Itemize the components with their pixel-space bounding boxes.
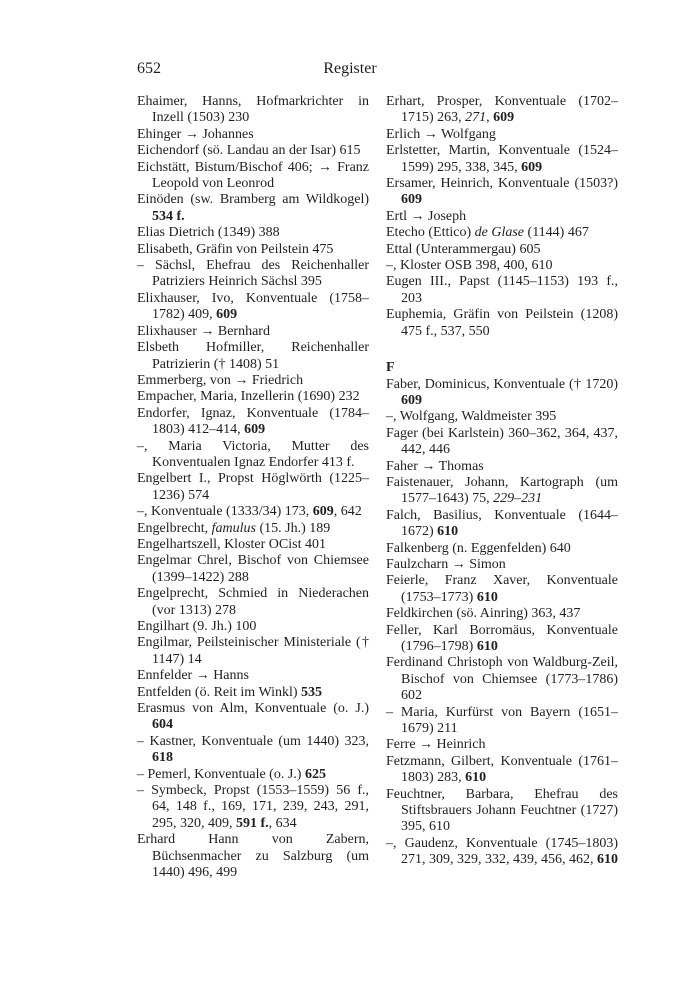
index-entry	[386, 143, 618, 176]
entry-text: Empacher, Maria, Inzellerin (1690) 232	[137, 389, 360, 405]
entry-text: Fetzmann, Gilbert, Konventuale (1761–1803) 283,	[386, 753, 618, 786]
entry-text: Eichendorf (sö. Landau an der Isar) 615	[137, 143, 361, 159]
index-entry	[137, 832, 369, 881]
entry-text: , 642	[333, 504, 362, 520]
entry-text: 609	[521, 159, 543, 175]
index-entry	[386, 573, 618, 606]
index-entry	[386, 836, 618, 869]
index-entry	[137, 701, 369, 734]
index-entry	[137, 504, 369, 520]
entry-text: Engelprecht, Schmied in Niederachen (vor 1313) 278	[137, 586, 369, 618]
index-entry	[137, 192, 369, 225]
index-entry	[386, 508, 618, 541]
index-entry	[386, 754, 618, 787]
section-letter: F	[386, 360, 395, 376]
index-entry	[137, 406, 369, 439]
index-entry	[137, 225, 369, 241]
entry-text: Erhard Hann von Zabern, Büchsenmacher zu Salzburg (um 1440) 496, 499	[137, 832, 369, 881]
entry-text: 534 f.	[152, 208, 185, 224]
index-entry	[386, 258, 618, 274]
entry-text: 535	[301, 684, 323, 700]
entry-text: Engelmar Chrel, Bischof von Chiemsee (1399–1422) 288	[137, 553, 369, 585]
entry-text: de Glase	[474, 225, 525, 241]
entry-text: Falch, Basilius, Konventuale (1644–1672)	[386, 507, 618, 540]
entry-text: famulus	[211, 520, 256, 536]
entry-text: 609	[493, 110, 515, 126]
index-entry	[137, 783, 369, 832]
entry-text: – Sächsl, Ehefrau des Reichenhaller Patriziers Heinrich Sächsl 395	[137, 258, 369, 290]
index-entry	[137, 127, 369, 143]
entry-text: Ehaimer, Hanns, Hofmarkrichter in Inzell (1503) 230	[137, 94, 369, 126]
entry-text: –, Maria Victoria, Mutter des Konventualen Ignaz Endorfer 413 f.	[137, 438, 369, 470]
entry-text: Ettal (Unterammergau) 605	[386, 241, 541, 257]
entry-text: Feuchtner, Barbara, Ehefrau des Stiftsbrauers Johann Feuchtner (1727) 395, 610	[386, 786, 618, 835]
entry-text: 610	[476, 639, 498, 654]
entry-text: Feldkirchen (sö. Ainring) 363, 437	[386, 606, 581, 622]
entry-text: Feierle, Franz Xaver, Konventuale (1753–1773)	[386, 573, 618, 605]
entry-text: 610	[597, 852, 618, 868]
entry-text: Endorfer, Ignaz, Konventuale (1784–1803) 412–414,	[137, 405, 369, 438]
index-entry	[386, 242, 618, 258]
entry-text: Ertl → Joseph	[386, 208, 467, 224]
index-column-right	[386, 94, 618, 869]
index-entry	[137, 619, 369, 635]
index-entry	[137, 340, 369, 373]
index-entry	[386, 541, 618, 557]
index-entry	[386, 606, 618, 622]
entry-text: Erlstetter, Martin, Konventuale (1524–1599) 295, 338, 345,	[386, 143, 618, 175]
index-entry	[386, 225, 618, 241]
entry-text: –, Wolfgang, Waldmeister 395	[386, 409, 557, 425]
entry-text: Emmerberg, von → Friedrich	[137, 372, 304, 388]
entry-text: – Maria, Kurfürst von Bayern (1651–1679) 211	[386, 704, 618, 737]
entry-text: – Kastner, Konventuale (um 1440) 323,	[137, 733, 369, 749]
index-entry	[386, 377, 618, 410]
entry-text: 591 f.	[236, 815, 269, 831]
running-head: Register	[323, 60, 377, 77]
entry-text: Feller, Karl Borromäus, Konventuale (1796–1798)	[386, 622, 618, 654]
entry-text: Erlich → Wolfgang	[386, 126, 496, 142]
entry-text: Ersamer, Heinrich, Konventuale (1503?)	[386, 176, 618, 192]
entry-text: Entfelden (ö. Reit im Winkl)	[137, 684, 302, 700]
entry-text: 229–231	[493, 491, 543, 507]
entry-text: 610	[476, 589, 498, 605]
index-column-left	[137, 94, 369, 882]
entry-text: 609	[401, 192, 422, 208]
entry-text: Etecho (Ettico)	[386, 225, 475, 241]
entry-text: 625	[304, 766, 326, 782]
entry-text: –, Konventuale (1333/34) 173,	[137, 504, 313, 520]
index-entry	[137, 94, 369, 127]
entry-text: Elixhauser, Ivo, Konventuale (1758–1782) 409,	[137, 290, 369, 323]
index-entry	[386, 459, 618, 475]
entry-text: Ehinger → Johannes	[137, 126, 254, 142]
index-entry	[137, 143, 369, 159]
index-entry	[386, 623, 618, 656]
index-entry	[137, 258, 369, 291]
entry-text: Fager (bei Karlstein) 360–362, 364, 437, 442, 446	[386, 425, 618, 458]
entry-text: Erasmus von Alm, Konventuale (o. J.)	[137, 701, 369, 717]
index-entry	[386, 127, 618, 143]
index-entry	[137, 160, 369, 193]
index-entry	[137, 767, 369, 783]
entry-text: 610	[465, 770, 487, 786]
entry-text: Elsbeth Hofmiller, Reichenhaller Patrizierin († 1408) 51	[137, 340, 369, 372]
index-entry	[386, 94, 618, 127]
index-entry	[137, 586, 369, 619]
entry-text: 609	[244, 422, 266, 438]
entry-text: –, Gaudenz, Konventuale (1745–1803) 271, 309, 329, 332, 439, 456, 462,	[386, 835, 618, 868]
index-entry	[137, 537, 369, 553]
index-entry	[386, 737, 618, 753]
entry-text: 610	[437, 524, 459, 540]
entry-text: Ennfelder → Hanns	[137, 668, 249, 684]
entry-text: Engilmar, Peilsteinischer Ministeriale († 1147) 14	[137, 635, 369, 667]
index-entry	[386, 426, 618, 459]
entry-text: Eichstätt, Bistum/Bischof 406; → Franz Leopold von Leonrod	[137, 159, 369, 192]
entry-text: Engelbrecht,	[137, 520, 212, 536]
entry-text: Faher → Thomas	[386, 458, 484, 474]
entry-text: 618	[152, 750, 173, 766]
entry-text: Engelbert I., Propst Höglwörth (1225–1236) 574	[137, 471, 369, 503]
index-entry	[137, 373, 369, 389]
entry-text: (1144) 467	[524, 225, 589, 241]
page-number: 652	[137, 60, 161, 77]
index-entry	[137, 389, 369, 405]
index-entry	[386, 655, 618, 704]
index-entry	[386, 176, 618, 209]
entry-text: 609	[312, 504, 334, 520]
entry-text: Einöden (sw. Bramberg am Wildkogel)	[137, 192, 369, 208]
entry-text: Elias Dietrich (1349) 388	[137, 225, 280, 241]
entry-text: ,	[486, 110, 494, 126]
index-section-e	[386, 94, 618, 340]
index-entry	[137, 291, 369, 324]
index-entry	[386, 557, 618, 573]
index-entry	[137, 685, 369, 701]
index-entry	[137, 521, 369, 537]
index-entry	[137, 553, 369, 586]
index-entry	[137, 439, 369, 472]
index-entry	[137, 242, 369, 258]
entry-text: Falkenberg (n. Eggenfelden) 640	[386, 540, 571, 556]
index-entry	[137, 635, 369, 668]
entry-text: Ferre → Heinrich	[386, 737, 486, 753]
entry-text: (15. Jh.) 189	[255, 520, 331, 536]
index-entry	[137, 734, 369, 767]
index-entry	[386, 274, 618, 307]
entry-text: Erhart, Prosper, Konventuale (1702–1715) 263,	[386, 94, 618, 126]
entry-text: Faistenauer, Johann, Kartograph (um 1577–1643) 75,	[386, 474, 618, 507]
index-entry	[386, 409, 618, 425]
index-entry	[386, 787, 618, 836]
index-entry	[137, 324, 369, 340]
entry-text: 609	[216, 307, 238, 323]
index-section-f	[386, 377, 618, 869]
entry-text: , 634	[268, 815, 297, 831]
index-entry	[386, 307, 618, 340]
entry-text: Faulzcharn → Simon	[386, 556, 506, 572]
entry-text: 609	[401, 392, 422, 408]
entry-text: 604	[152, 717, 173, 733]
index-entry	[386, 705, 618, 738]
entry-text: Elixhauser → Bernhard	[137, 323, 270, 339]
entry-text: Engilhart (9. Jh.) 100	[137, 619, 257, 634]
entry-text: – Symbeck, Propst (1553–1559) 56 f., 64, 148 f., 169, 171, 239, 243, 291, 295, 320, 409,	[137, 783, 369, 831]
entry-text: – Pemerl, Konventuale (o. J.)	[137, 766, 305, 782]
entry-text: –, Kloster OSB 398, 400, 610	[386, 258, 553, 274]
entry-text: Ferdinand Christoph von Waldburg-Zeil, Bischof von Chiemsee (1773–1786) 602	[386, 655, 618, 704]
entry-text: Faber, Dominicus, Konventuale († 1720)	[386, 376, 618, 392]
entry-text: Eugen III., Papst (1145–1153) 193 f., 203	[386, 274, 618, 306]
index-entry	[137, 471, 369, 504]
index-entry	[386, 209, 618, 225]
entry-text: Euphemia, Gräfin von Peilstein (1208) 475 f., 537, 550	[386, 307, 618, 339]
index-entry	[137, 668, 369, 684]
index-entry	[386, 475, 618, 508]
entry-text: Engelhartszell, Kloster OCist 401	[137, 536, 326, 552]
entry-text: 271	[465, 110, 487, 126]
entry-text: Elisabeth, Gräfin von Peilstein 475	[137, 241, 334, 257]
